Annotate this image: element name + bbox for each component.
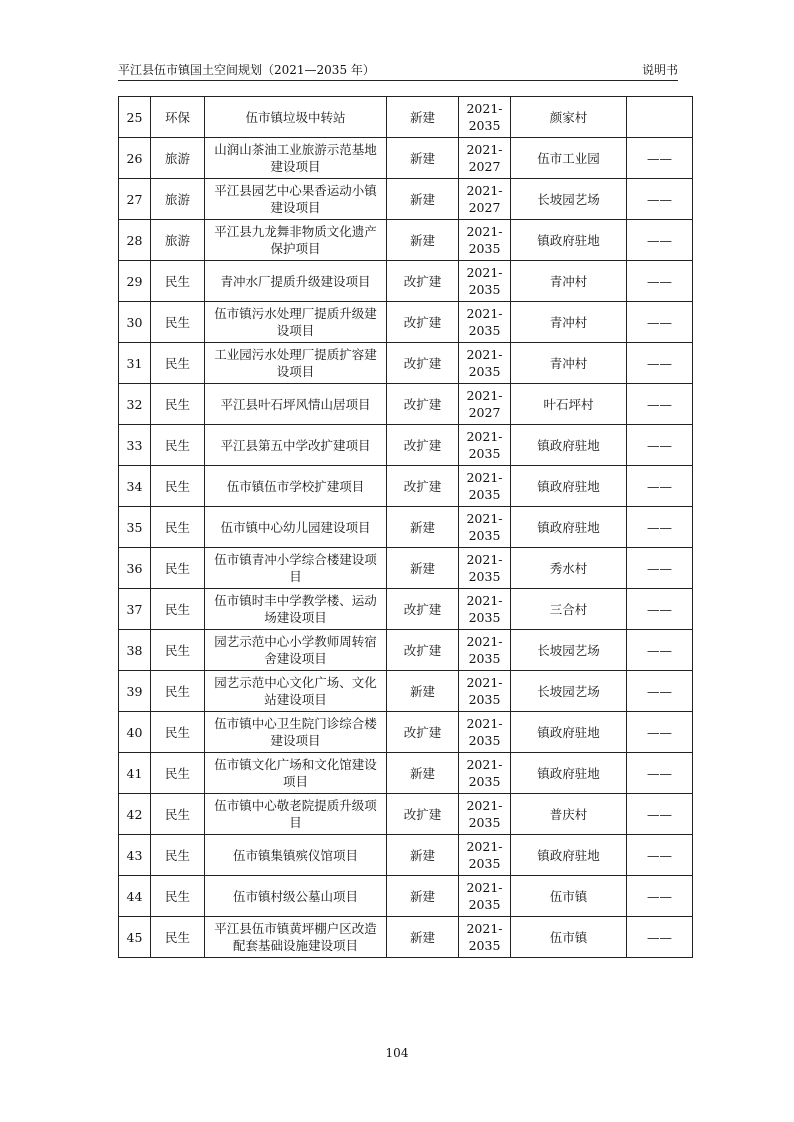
construction-type-cell: 新建	[387, 876, 459, 917]
table-row	[119, 835, 693, 876]
project-name-cell: 平江县九龙舞非物质文化遗产保护项目	[205, 220, 387, 261]
construction-type-cell: 改扩建	[387, 343, 459, 384]
location-cell: 叶石坪村	[511, 384, 627, 425]
period-start: 2021-	[466, 757, 503, 772]
project-name-cell: 伍市镇污水处理厂提质升级建设项目	[205, 302, 387, 343]
category-cell: 民生	[151, 712, 205, 753]
period-end: 2035	[468, 856, 501, 871]
row-number: 35	[119, 507, 151, 548]
construction-type-cell: 改扩建	[387, 794, 459, 835]
period-cell	[459, 384, 511, 425]
remark-cell: ——	[627, 671, 693, 712]
document-title: 平江县伍市镇国土空间规划（2021—2035 年）	[118, 63, 375, 77]
location-cell: 青冲村	[511, 261, 627, 302]
category-cell: 民生	[151, 753, 205, 794]
period-cell	[459, 876, 511, 917]
project-name-cell: 工业园污水处理厂提质扩容建设项目	[205, 343, 387, 384]
period-start: 2021-	[466, 839, 503, 854]
row-number: 31	[119, 343, 151, 384]
period-start: 2021-	[466, 675, 503, 690]
construction-type-cell: 改扩建	[387, 466, 459, 507]
category-cell: 民生	[151, 466, 205, 507]
period-end: 2035	[468, 610, 501, 625]
category-cell: 环保	[151, 97, 205, 138]
category-cell: 旅游	[151, 220, 205, 261]
period-start: 2021-	[466, 470, 503, 485]
row-number: 40	[119, 712, 151, 753]
table-row	[119, 712, 693, 753]
construction-type-cell: 新建	[387, 548, 459, 589]
period-cell	[459, 343, 511, 384]
project-name-cell: 平江县园艺中心果香运动小镇建设项目	[205, 179, 387, 220]
period-cell	[459, 466, 511, 507]
location-cell: 秀水村	[511, 548, 627, 589]
period-end: 2035	[468, 323, 501, 338]
period-start: 2021-	[466, 921, 503, 936]
period-start: 2021-	[466, 593, 503, 608]
period-start: 2021-	[466, 511, 503, 526]
construction-type-cell: 新建	[387, 220, 459, 261]
table-row	[119, 466, 693, 507]
period-start: 2021-	[466, 183, 503, 198]
location-cell: 镇政府驻地	[511, 753, 627, 794]
period-end: 2035	[468, 446, 501, 461]
period-end: 2035	[468, 282, 501, 297]
construction-type-cell: 新建	[387, 97, 459, 138]
period-cell	[459, 138, 511, 179]
table-row	[119, 794, 693, 835]
remark-cell: ——	[627, 179, 693, 220]
location-cell: 镇政府驻地	[511, 220, 627, 261]
project-name-cell: 园艺示范中心文化广场、文化站建设项目	[205, 671, 387, 712]
period-start: 2021-	[466, 224, 503, 239]
row-number: 27	[119, 179, 151, 220]
row-number: 39	[119, 671, 151, 712]
period-start: 2021-	[466, 552, 503, 567]
project-name-cell: 伍市镇村级公墓山项目	[205, 876, 387, 917]
construction-type-cell: 新建	[387, 179, 459, 220]
category-cell: 民生	[151, 671, 205, 712]
row-number: 34	[119, 466, 151, 507]
period-start: 2021-	[466, 306, 503, 321]
period-end: 2035	[468, 692, 501, 707]
table-row	[119, 179, 693, 220]
location-cell: 长坡园艺场	[511, 179, 627, 220]
location-cell: 镇政府驻地	[511, 425, 627, 466]
category-cell: 民生	[151, 507, 205, 548]
location-cell: 镇政府驻地	[511, 507, 627, 548]
project-name-cell: 平江县伍市镇黄坪棚户区改造配套基础设施建设项目	[205, 917, 387, 958]
remark-cell: ——	[627, 794, 693, 835]
period-end: 2035	[468, 118, 501, 133]
project-name-cell: 伍市镇中心卫生院门诊综合楼建设项目	[205, 712, 387, 753]
location-cell: 青冲村	[511, 302, 627, 343]
category-cell: 旅游	[151, 179, 205, 220]
period-cell	[459, 507, 511, 548]
category-cell: 民生	[151, 876, 205, 917]
period-end: 2035	[468, 815, 501, 830]
table-row	[119, 917, 693, 958]
project-name-cell: 平江县第五中学改扩建项目	[205, 425, 387, 466]
project-name-cell: 伍市镇伍市学校扩建项目	[205, 466, 387, 507]
page-header	[118, 62, 678, 81]
remark-cell: ——	[627, 466, 693, 507]
remark-cell: ——	[627, 343, 693, 384]
project-name-cell: 伍市镇垃圾中转站	[205, 97, 387, 138]
project-name-cell: 伍市镇青冲小学综合楼建设项目	[205, 548, 387, 589]
construction-type-cell: 改扩建	[387, 589, 459, 630]
remark-cell: ——	[627, 548, 693, 589]
category-cell: 民生	[151, 835, 205, 876]
row-number: 30	[119, 302, 151, 343]
location-cell: 伍市镇	[511, 917, 627, 958]
location-cell: 伍市镇	[511, 876, 627, 917]
table-row	[119, 138, 693, 179]
row-number: 44	[119, 876, 151, 917]
table-row	[119, 548, 693, 589]
table-row	[119, 220, 693, 261]
project-name-cell: 伍市镇时丰中学教学楼、运动场建设项目	[205, 589, 387, 630]
remark-cell: ——	[627, 302, 693, 343]
remark-cell: ——	[627, 589, 693, 630]
table-row	[119, 384, 693, 425]
category-cell: 民生	[151, 384, 205, 425]
project-table-body	[119, 97, 693, 958]
table-row	[119, 876, 693, 917]
period-cell	[459, 630, 511, 671]
period-start: 2021-	[466, 634, 503, 649]
period-end: 2035	[468, 938, 501, 953]
location-cell: 长坡园艺场	[511, 671, 627, 712]
location-cell: 镇政府驻地	[511, 835, 627, 876]
row-number: 32	[119, 384, 151, 425]
period-end: 2035	[468, 364, 501, 379]
period-end: 2027	[468, 159, 501, 174]
row-number: 25	[119, 97, 151, 138]
row-number: 26	[119, 138, 151, 179]
location-cell: 镇政府驻地	[511, 712, 627, 753]
table-row	[119, 589, 693, 630]
period-start: 2021-	[466, 265, 503, 280]
period-end: 2035	[468, 733, 501, 748]
row-number: 43	[119, 835, 151, 876]
remark-cell: ——	[627, 835, 693, 876]
table-row	[119, 343, 693, 384]
project-name-cell: 伍市镇文化广场和文化馆建设项目	[205, 753, 387, 794]
project-name-cell: 伍市镇集镇殡仪馆项目	[205, 835, 387, 876]
period-cell	[459, 835, 511, 876]
period-cell	[459, 548, 511, 589]
period-end: 2035	[468, 897, 501, 912]
period-cell	[459, 589, 511, 630]
construction-type-cell: 新建	[387, 138, 459, 179]
period-end: 2027	[468, 200, 501, 215]
row-number: 45	[119, 917, 151, 958]
location-cell: 伍市工业园	[511, 138, 627, 179]
remark-cell: ——	[627, 917, 693, 958]
project-name-cell: 平江县叶石坪风情山居项目	[205, 384, 387, 425]
location-cell: 镇政府驻地	[511, 466, 627, 507]
period-cell	[459, 794, 511, 835]
location-cell: 三合村	[511, 589, 627, 630]
location-cell: 青冲村	[511, 343, 627, 384]
category-cell: 民生	[151, 917, 205, 958]
period-start: 2021-	[466, 716, 503, 731]
project-name-cell: 山润山茶油工业旅游示范基地建设项目	[205, 138, 387, 179]
construction-type-cell: 改扩建	[387, 302, 459, 343]
category-cell: 民生	[151, 548, 205, 589]
location-cell: 长坡园艺场	[511, 630, 627, 671]
period-end: 2027	[468, 405, 501, 420]
construction-type-cell: 新建	[387, 507, 459, 548]
row-number: 37	[119, 589, 151, 630]
project-table	[118, 96, 693, 958]
construction-type-cell: 新建	[387, 835, 459, 876]
period-start: 2021-	[466, 101, 503, 116]
remark-cell: ——	[627, 384, 693, 425]
table-row	[119, 261, 693, 302]
row-number: 38	[119, 630, 151, 671]
category-cell: 旅游	[151, 138, 205, 179]
table-row	[119, 97, 693, 138]
construction-type-cell: 改扩建	[387, 630, 459, 671]
period-cell	[459, 671, 511, 712]
period-end: 2035	[468, 528, 501, 543]
page-number: 104	[385, 1046, 409, 1060]
period-start: 2021-	[466, 347, 503, 362]
remark-cell: ——	[627, 630, 693, 671]
category-cell: 民生	[151, 630, 205, 671]
period-start: 2021-	[466, 880, 503, 895]
period-cell	[459, 97, 511, 138]
remark-cell: ——	[627, 261, 693, 302]
row-number: 41	[119, 753, 151, 794]
category-cell: 民生	[151, 343, 205, 384]
remark-cell: ——	[627, 712, 693, 753]
period-end: 2035	[468, 651, 501, 666]
table-row	[119, 302, 693, 343]
row-number: 36	[119, 548, 151, 589]
project-name-cell: 青冲水厂提质升级建设项目	[205, 261, 387, 302]
remark-cell: ——	[627, 753, 693, 794]
period-cell	[459, 425, 511, 466]
table-row	[119, 753, 693, 794]
construction-type-cell: 新建	[387, 917, 459, 958]
category-cell: 民生	[151, 425, 205, 466]
construction-type-cell: 改扩建	[387, 712, 459, 753]
category-cell: 民生	[151, 261, 205, 302]
period-cell	[459, 220, 511, 261]
remark-cell	[627, 97, 693, 138]
table-row	[119, 425, 693, 466]
period-cell	[459, 179, 511, 220]
row-number: 42	[119, 794, 151, 835]
period-end: 2035	[468, 569, 501, 584]
construction-type-cell: 改扩建	[387, 261, 459, 302]
table-row	[119, 630, 693, 671]
document-type: 说明书	[641, 63, 678, 77]
construction-type-cell: 新建	[387, 753, 459, 794]
period-start: 2021-	[466, 798, 503, 813]
remark-cell: ——	[627, 507, 693, 548]
remark-cell: ——	[627, 220, 693, 261]
table-row	[119, 671, 693, 712]
location-cell: 普庆村	[511, 794, 627, 835]
period-cell	[459, 712, 511, 753]
project-name-cell: 伍市镇中心敬老院提质升级项目	[205, 794, 387, 835]
project-name-cell: 伍市镇中心幼儿园建设项目	[205, 507, 387, 548]
period-start: 2021-	[466, 388, 503, 403]
construction-type-cell: 新建	[387, 671, 459, 712]
period-cell	[459, 302, 511, 343]
remark-cell: ——	[627, 876, 693, 917]
row-number: 33	[119, 425, 151, 466]
row-number: 28	[119, 220, 151, 261]
period-end: 2035	[468, 487, 501, 502]
category-cell: 民生	[151, 302, 205, 343]
period-start: 2021-	[466, 429, 503, 444]
period-end: 2035	[468, 241, 501, 256]
row-number: 29	[119, 261, 151, 302]
remark-cell: ——	[627, 138, 693, 179]
project-name-cell: 园艺示范中心小学教师周转宿舍建设项目	[205, 630, 387, 671]
period-cell	[459, 753, 511, 794]
construction-type-cell: 改扩建	[387, 384, 459, 425]
period-cell	[459, 917, 511, 958]
period-end: 2035	[468, 774, 501, 789]
construction-type-cell: 改扩建	[387, 425, 459, 466]
table-row	[119, 507, 693, 548]
period-start: 2021-	[466, 142, 503, 157]
remark-cell: ——	[627, 425, 693, 466]
location-cell: 颜家村	[511, 97, 627, 138]
category-cell: 民生	[151, 794, 205, 835]
category-cell: 民生	[151, 589, 205, 630]
period-cell	[459, 261, 511, 302]
